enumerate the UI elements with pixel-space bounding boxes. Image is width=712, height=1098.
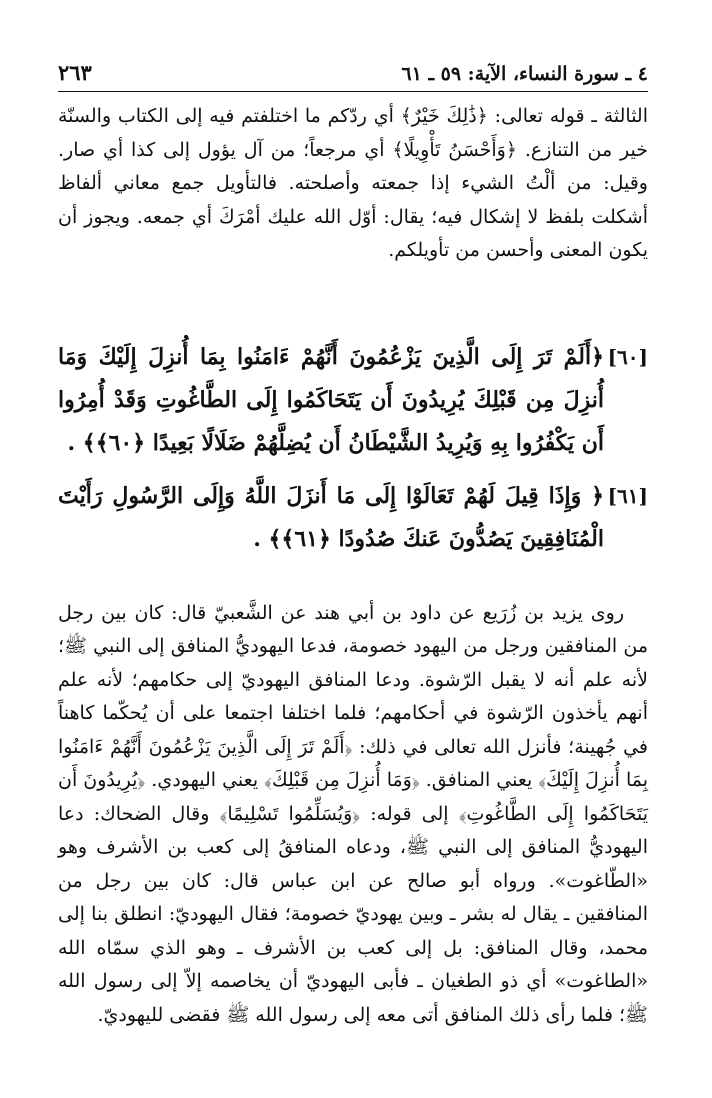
commentary-paragraph-1: الثالثة ـ قوله تعالى: ﴿ذَٰلِكَ خَيْرٌ﴾ أي ردّكم ما اختلفتم فيه إلى الكتاب والسنّة خير من التنازع. ﴿وَأَحْسَنُ تَأْوِيلًا﴾ أي مرجعاً؛ من آل يؤول إلى كذا أي صار. وقيل: من ألْتُ الشيء إذا جمعته وأصلحته. فالتأويل جمع معاني ألفاظ أشكلت بلفظ لا إشكال فيه؛ يقال: أوّل الله عليك أمْرَكَ أي جمعه. ويجوز أن يكون المعنى وأحسن من تأويلكم. — [58, 105, 648, 261]
page-header — [58, 60, 648, 92]
verse-61 — [58, 475, 648, 561]
spacer — [58, 268, 648, 336]
verse-number: [٦١] — [607, 483, 648, 508]
commentary-paragraph-2: روى يزيد بن زُرَيع عن داود بن أبي هند عن الشَّعبيّ قال: كان بين رجل من المنافقين ورجل من اليهود خصومة، فدعا اليهوديُّ المنافق إلى النبي ﷺ؛ لأنه علم أنه لا يقبل الرّشوة. ودعا المنافق اليهوديّ إلى حكامهم؛ لأنه علم أنهم يأخذون الرّشوة في أحكامهم؛ فلما اختلفا اجتمعا على أن يُحكّما كاهناً في جُهينة؛ فأنزل الله تعالى في ذلك: ﴿أَلَمْ تَرَ إِلَى الَّذِينَ يَزْعُمُونَ أَنَّهُمْ ءَامَنُوا بِمَا أُنزِلَ إِلَيْكَ﴾ يعني المنافق. ﴿وَمَا أُنزِلَ مِن قَبْلِكَ﴾ يعني اليهودي. ﴿يُرِيدُونَ أَن يَتَحَاكَمُوا إِلَى الطَّاغُوتِ﴾ إلى قوله: ﴿وَيُسَلِّمُوا تَسْلِيمًا﴾ وقال الضحاك: دعا اليهوديُّ المنافق إلى النبي ﷺ، ودعاه المنافقُ إلى كعب بن الأشرف وهو «الطّاغوت». ورواه أبو صالح عن ابن عباس قال: كان بين رجل من المنافقين ـ يقال له بشر ـ وبين يهوديّ خصومة؛ فقال اليهوديّ: انطلق بنا إلى محمد، وقال المنافق: بل إلى كعب بن الأشرف ـ وهو الذي سمّاه الله «الطاغوت» أي ذو الطغيان ـ فأبى اليهوديّ أن يخاصمه إلاّ إلى رسول الله ﷺ؛ فلما رأى ذلك المنافق أتى معه إلى رسول الله ﷺ فقضى لليهوديّ. — [58, 601, 648, 1026]
verse-text: ﴿ وَإِذَا قِيلَ لَهُمْ تَعَالَوْا إِلَى مَا أَنزَلَ اللَّهُ وَإِلَى الرَّسُولِ رَأَيْتَ الْمُنَافِقِينَ يَصُدُّونَ عَنكَ صُدُودًا ﴿٦١﴾﴾ . — [58, 482, 604, 552]
spacer — [58, 571, 648, 597]
verse-number: [٦٠] — [607, 344, 648, 369]
verse-text: ﴿أَلَمْ تَرَ إِلَى الَّذِينَ يَزْعُمُونَ أَنَّهُمْ ءَامَنُوا بِمَا أُنزِلَ إِلَيْكَ وَمَا أُنزِلَ مِن قَبْلِكَ يُرِيدُونَ أَن يَتَحَاكَمُوا إِلَى الطَّاغُوتِ وَقَدْ أُمِرُوا أَن يَكْفُرُوا بِهِ وَيُرِيدُ الشَّيْطَانُ أَن يُضِلَّهُمْ ضَلَالًا بَعِيدًا ﴿٦٠﴾﴾ . — [58, 343, 604, 456]
page-number: ٢٦٣ — [58, 60, 92, 85]
verse-60 — [58, 336, 648, 465]
running-title: ٤ ـ سورة النساء، الآية: ٥٩ ـ ٦١ — [401, 63, 648, 85]
